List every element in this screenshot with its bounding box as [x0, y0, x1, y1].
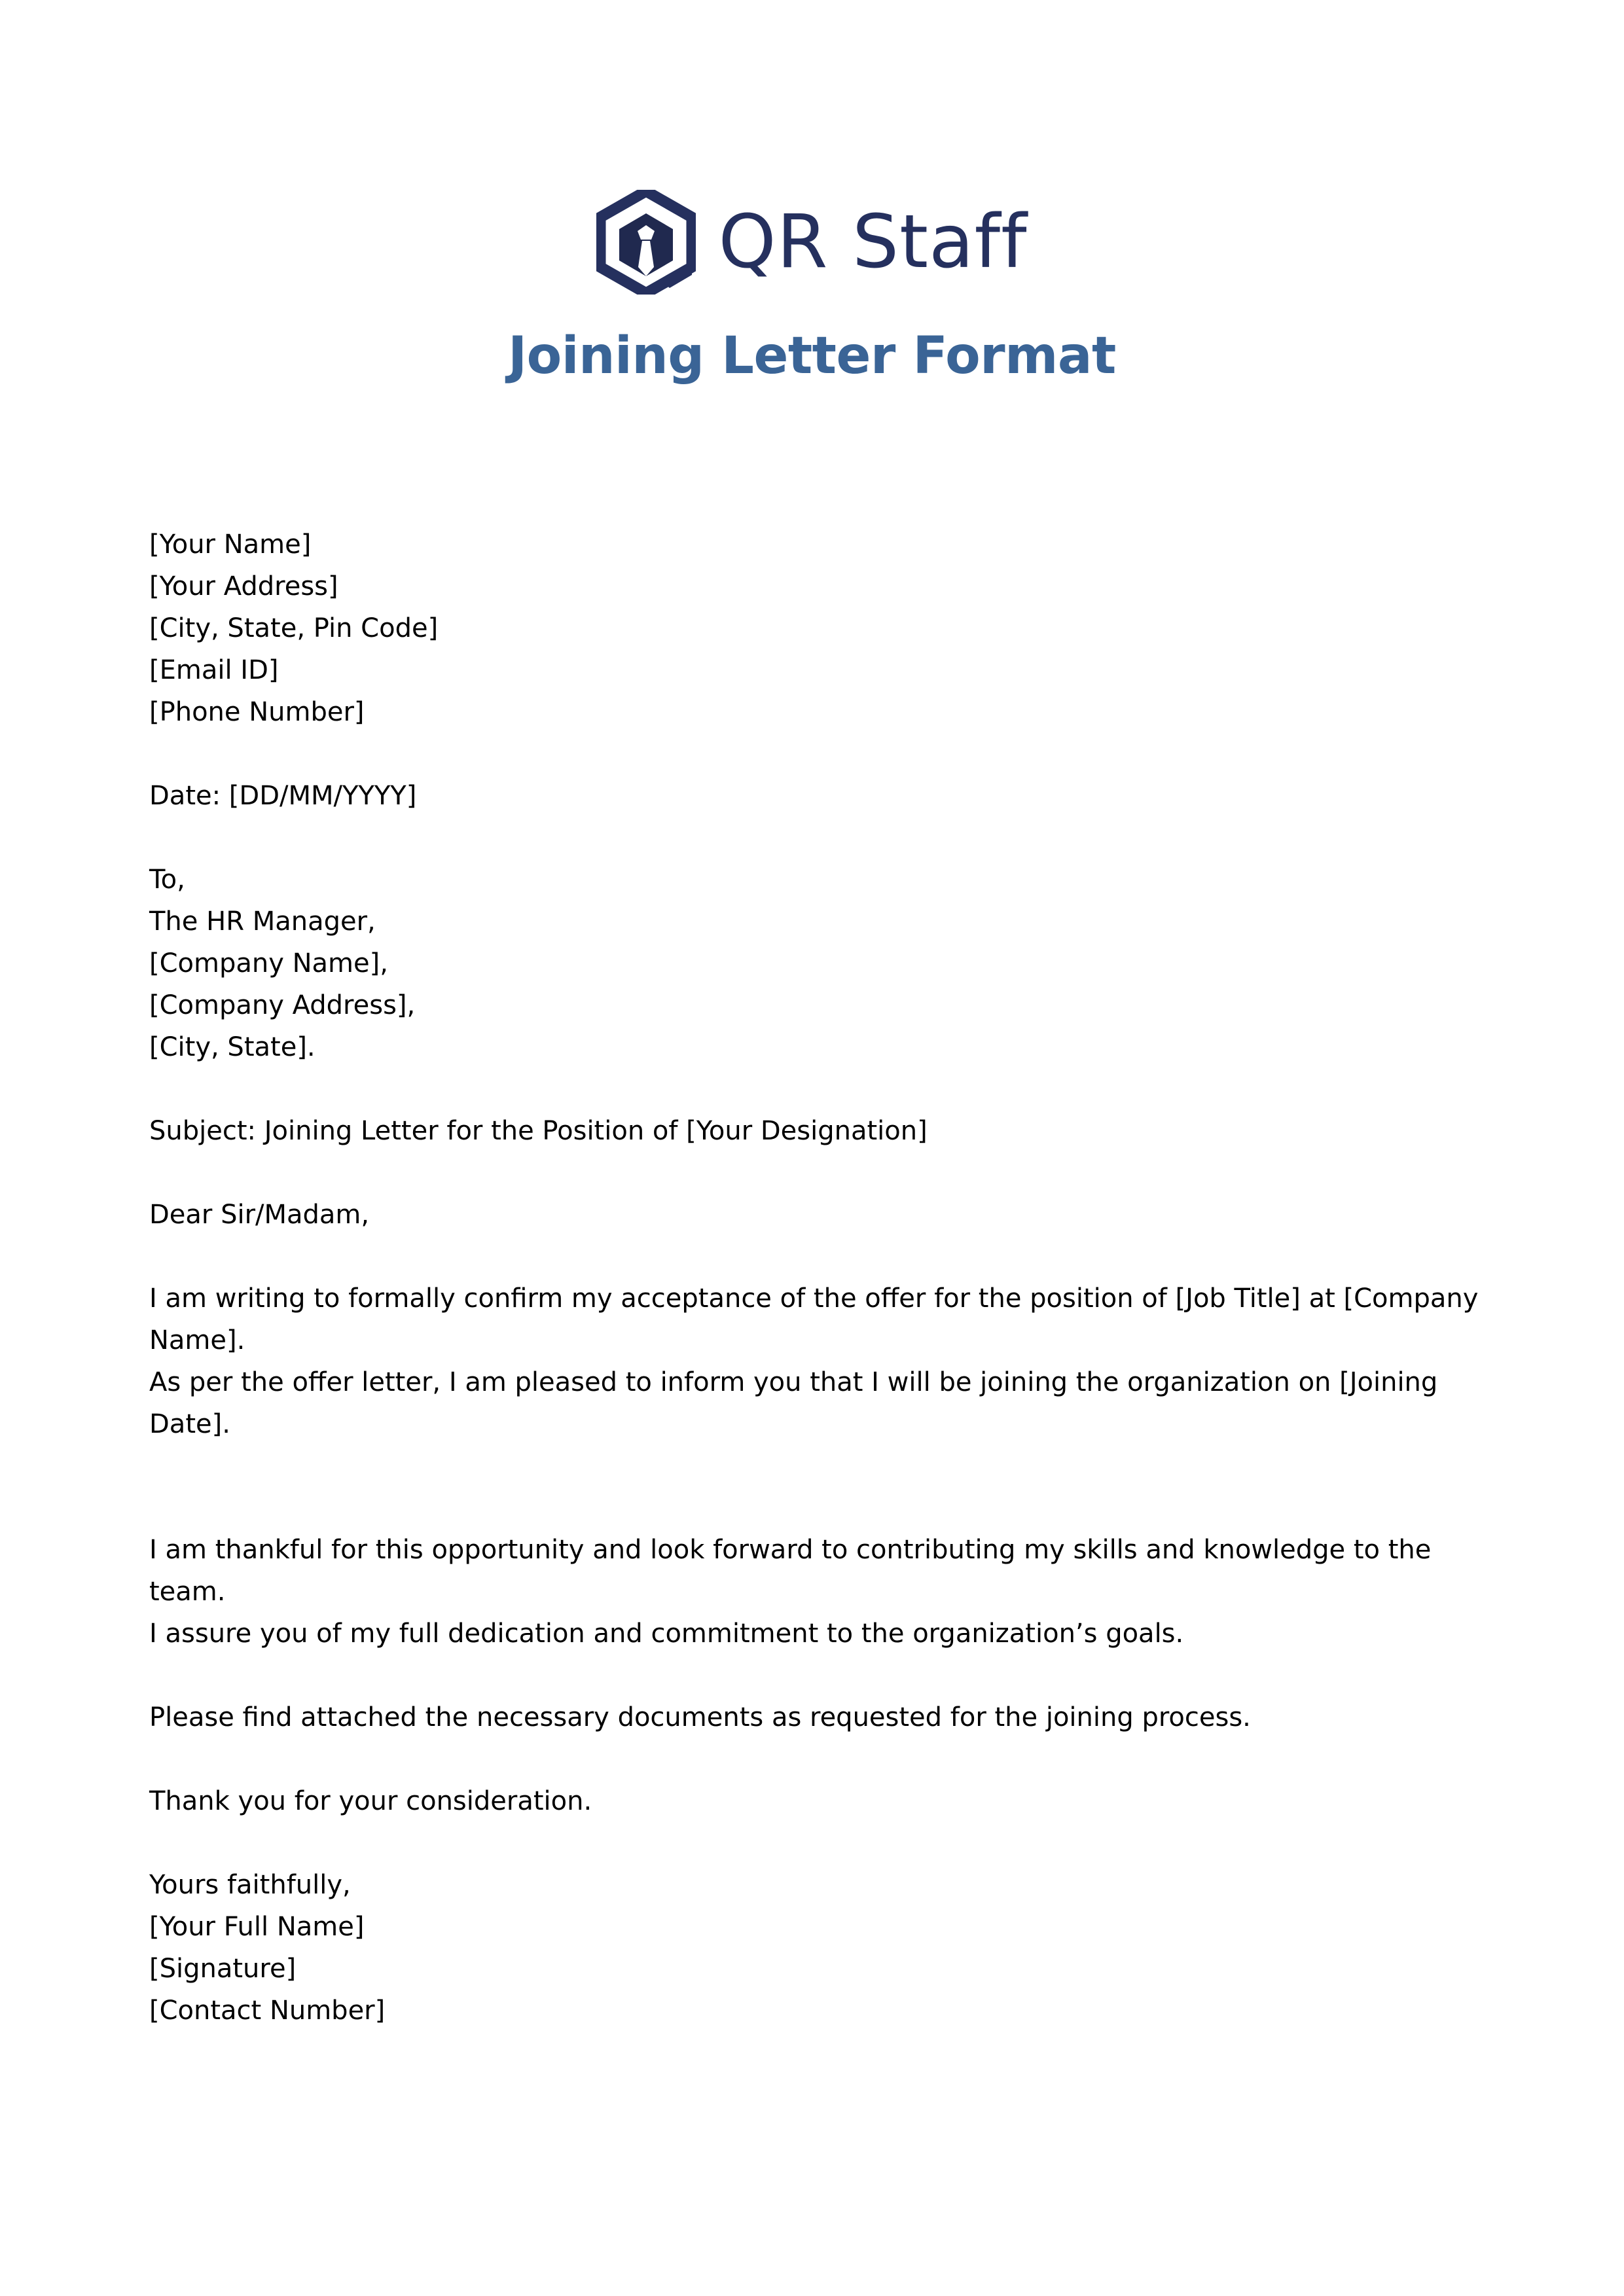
body-paragraph-documents	[149, 1696, 1498, 1738]
qr-staff-hexagon-tie-logo-icon	[596, 190, 696, 295]
date-line: Date: [DD/MM/YYYY]	[149, 781, 417, 811]
subject-block	[149, 1110, 1498, 1152]
sender-line: [City, State, Pin Code]	[149, 613, 439, 643]
paragraph-line: I assure you of my full dedication and commitment to the organization’s goals.	[149, 1619, 1184, 1649]
recipient-line: [Company Name],	[149, 948, 388, 978]
sender-address-block	[149, 524, 1498, 733]
spacer	[149, 1738, 1498, 1780]
closing-line: [Contact Number]	[149, 1996, 386, 2026]
spacer	[149, 1236, 1498, 1278]
body-paragraph-joining-date	[149, 1361, 1498, 1445]
letter-body	[149, 524, 1498, 2032]
recipient-line: [Company Address],	[149, 990, 416, 1020]
sender-line: [Email ID]	[149, 655, 279, 685]
closing-line: Yours faithfully,	[149, 1870, 351, 1900]
sender-line: [Your Address]	[149, 571, 338, 601]
recipient-line: [City, State].	[149, 1032, 316, 1062]
closing-line: [Your Full Name]	[149, 1912, 365, 1942]
paragraph-line: Thank you for your consideration.	[149, 1786, 592, 1816]
closing-line: [Signature]	[149, 1954, 297, 1984]
letterhead	[0, 0, 1624, 385]
salutation-block	[149, 1194, 1498, 1236]
recipient-line: The HR Manager,	[149, 906, 376, 937]
spacer	[149, 1445, 1498, 1529]
paragraph-line: I am writing to formally confirm my acceptance of the offer for the position of [Job Title] at [Company Name].	[149, 1283, 1479, 1355]
date-block	[149, 775, 1498, 817]
paragraph-line: As per the offer letter, I am pleased to inform you that I will be joining the organization on [Joining Date].	[149, 1367, 1438, 1439]
sender-line: [Your Name]	[149, 529, 312, 560]
closing-signature-block	[149, 1864, 1498, 2032]
body-paragraph-thanks	[149, 1780, 1498, 1822]
spacer	[149, 1655, 1498, 1696]
paragraph-line: Please find attached the necessary documents as requested for the joining process.	[149, 1702, 1251, 1732]
brand-logo-lockup	[596, 190, 1027, 295]
recipient-address-block	[149, 859, 1498, 1068]
brand-wordmark: QR Staff	[718, 200, 1028, 285]
spacer	[149, 733, 1498, 775]
paragraph-line: I am thankful for this opportunity and look forward to contributing my skills and knowledge to the team.	[149, 1535, 1432, 1607]
spacer	[149, 1822, 1498, 1864]
sender-line: [Phone Number]	[149, 697, 365, 727]
spacer	[149, 1068, 1498, 1110]
page-title: Joining Letter Format	[508, 327, 1116, 386]
subject-line: Subject: Joining Letter for the Position of [Your Designation]	[149, 1116, 928, 1146]
spacer	[149, 1152, 1498, 1194]
salutation-line: Dear Sir/Madam,	[149, 1200, 370, 1230]
spacer	[149, 817, 1498, 859]
body-paragraph-acceptance	[149, 1278, 1498, 1361]
recipient-line: To,	[149, 865, 185, 895]
body-paragraph-gratitude	[149, 1529, 1498, 1655]
